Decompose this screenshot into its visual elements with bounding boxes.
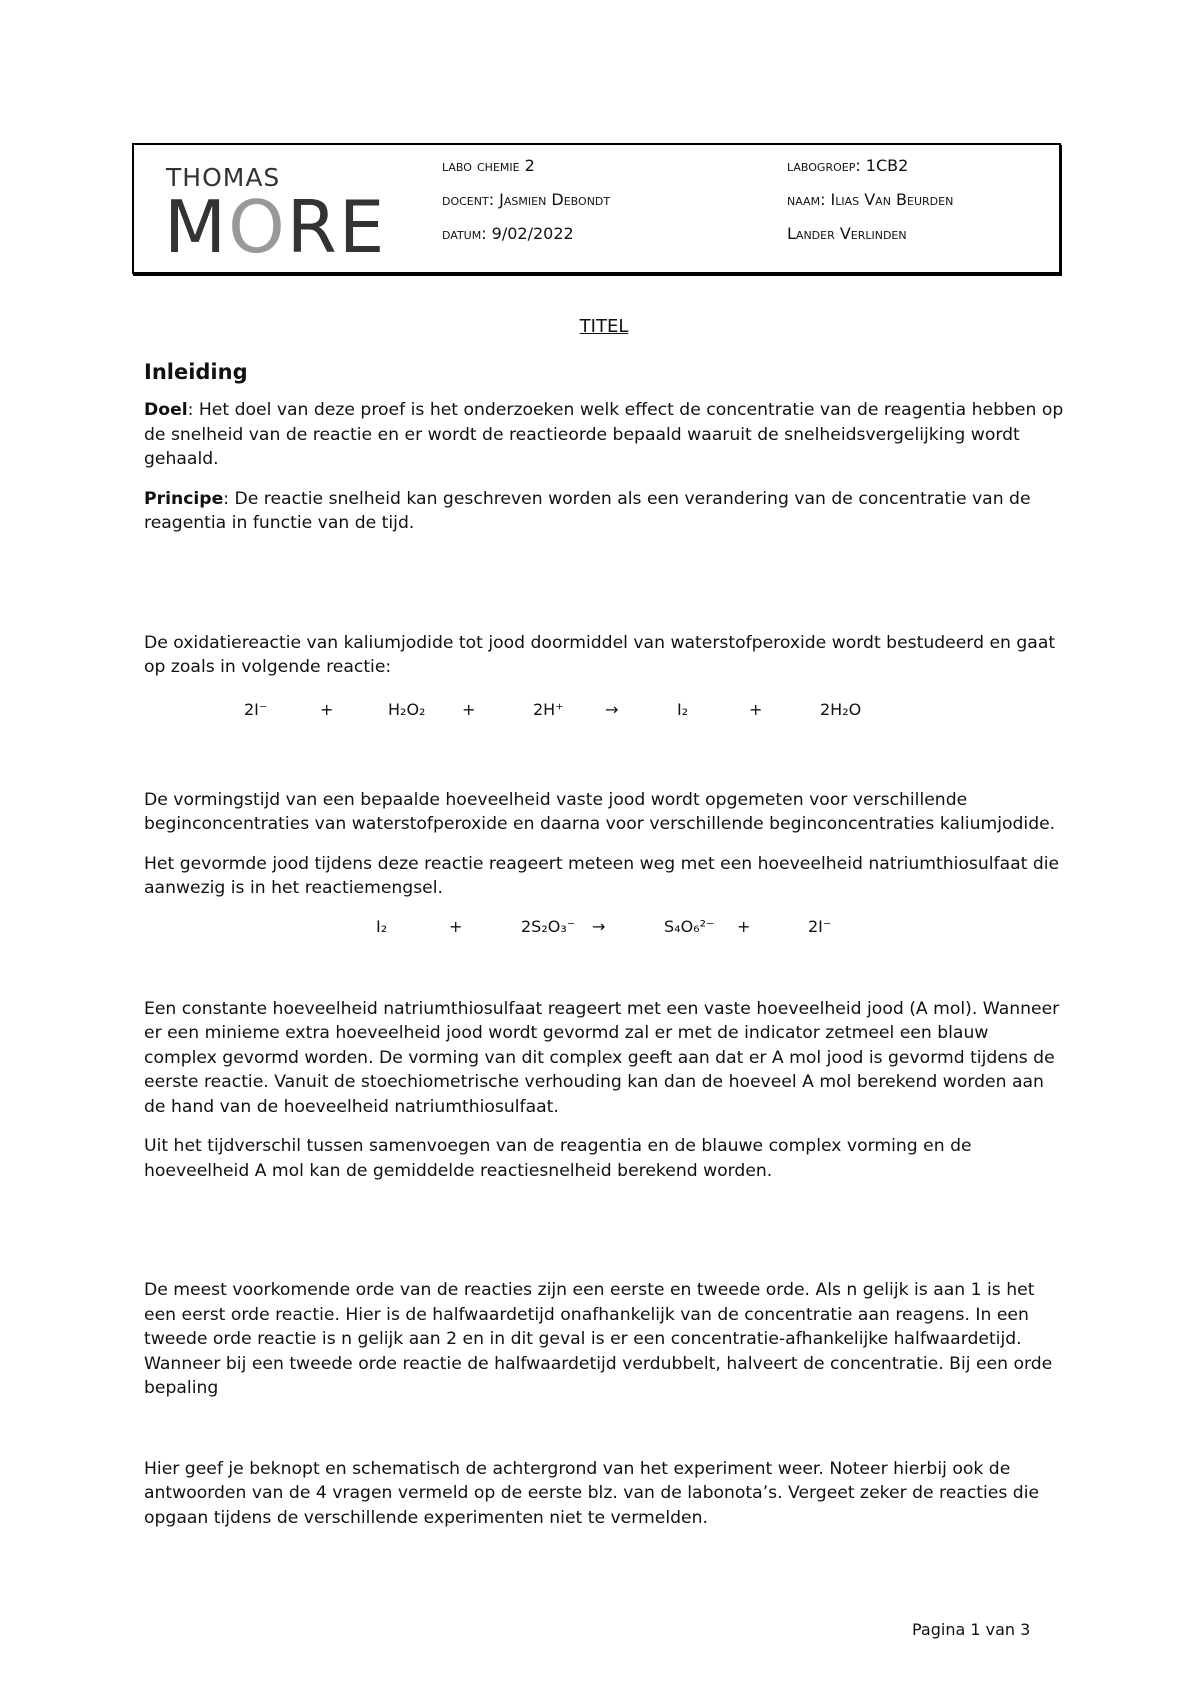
logo-text-thomas: THOMAS bbox=[166, 163, 281, 192]
principe-label: Principe bbox=[144, 488, 224, 509]
equation-1 bbox=[144, 698, 1064, 728]
logo-letter-o: O bbox=[228, 185, 287, 269]
equation-2 bbox=[144, 915, 1064, 945]
document-header bbox=[132, 143, 1061, 274]
page-number: Pagina 1 van 3 bbox=[912, 1620, 1031, 1639]
eq1-plus: + bbox=[749, 699, 763, 719]
header-col-group bbox=[787, 149, 953, 251]
eq2-term: S₄O₆²⁻ bbox=[664, 916, 715, 936]
paragraph-doel bbox=[144, 398, 1064, 472]
eq2-term: 2I⁻ bbox=[808, 916, 832, 936]
paragraph-oxidatie: De oxidatiereactie van kaliumjodide tot jood doormiddel van waterstofperoxide wordt bestudeerd en gaat op zoals in volgende reactie: bbox=[144, 632, 1056, 677]
paragraph-principe bbox=[144, 487, 1064, 536]
eq1-plus: + bbox=[462, 699, 476, 719]
eq1-term: H₂O₂ bbox=[388, 699, 426, 719]
paragraph-gevormde: Het gevormde jood tijdens deze reactie reageert meteen weg met een hoeveelheid natriumthiosulfaat die aanwezig is in het reactiemengsel. bbox=[144, 853, 1060, 898]
eq1-term: I₂ bbox=[677, 699, 689, 719]
eq2-plus: + bbox=[737, 916, 751, 936]
page-title: TITEL bbox=[579, 316, 629, 337]
eq1-arrow: → bbox=[605, 699, 619, 719]
doel-text: : Het doel van deze proef is het onderzoeken welk effect de concentratie van de reagentia hebben op de snelheid van de reactie en er wordt de reactieorde bepaald waaruit de snelheidsvergelijking wordt gehaald. bbox=[144, 400, 1064, 469]
eq2-term: 2S₂O₃⁻ bbox=[521, 916, 576, 936]
section-heading: Inleiding bbox=[144, 359, 248, 384]
course-label: labo chemie 2 bbox=[442, 156, 535, 175]
eq1-term: 2H₂O bbox=[820, 699, 862, 719]
group-label: labogroep: 1CB2 bbox=[787, 156, 909, 175]
doel-label: Doel bbox=[144, 400, 188, 420]
principe-text: : De reactie snelheid kan geschreven worden als een verandering van de concentratie van de reagentia in functie van de tijd. bbox=[144, 488, 1031, 533]
logo-letter-m: M bbox=[164, 185, 229, 269]
name-label: naam: Ilias Van Beurden bbox=[787, 190, 954, 209]
paragraph-tijdverschil: Uit het tijdverschil tussen samenvoegen van de reagentia en de blauwe complex vorming en de hoeveelheid A mol kan de gemiddelde reactiesnelheid berekend worden. bbox=[144, 1136, 972, 1181]
name-second: Lander Verlinden bbox=[787, 224, 907, 243]
document-body bbox=[144, 315, 1064, 1530]
eq2-term: I₂ bbox=[376, 916, 388, 936]
eq1-term: 2I⁻ bbox=[244, 699, 268, 719]
paragraph-orde: De meest voorkomende orde van de reacties zijn een eerste en tweede orde. Als n gelijk is aan 1 is het een eerst orde reactie. Hier is de halfwaardetijd onafhankelijk van de concentratie aan reagens. In een tweede orde reactie is n gelijk aan 2 en in dit geval is er een concentratie-afhankelijke halfwaardetijd. Wanneer bij een tweede orde reactie de halfwaardetijd verdubbelt, halveert de concentratie. Bij een orde bepaling bbox=[144, 1280, 1053, 1398]
eq1-term: 2H⁺ bbox=[533, 699, 564, 719]
logo-letters-re: RE bbox=[286, 185, 387, 269]
eq2-arrow: → bbox=[592, 916, 606, 936]
eq1-plus: + bbox=[320, 699, 334, 719]
paragraph-instructie: Hier geef je beknopt en schematisch de achtergrond van het experiment weer. Noteer hierbij ook de antwoorden van de 4 vragen vermeld op de eerste blz. van de labonota’s. Vergeet zeker de reacties die opgaan tijdens de verschillende experimenten niet te vermelden. bbox=[144, 1458, 1040, 1528]
eq2-plus: + bbox=[449, 916, 463, 936]
paragraph-constante: Een constante hoeveelheid natriumthiosulfaat reageert met een vaste hoeveelheid jood (A mol). Wanneer er een minieme extra hoeveelheid jood wordt gevormd zal er met de indicator zetmeel een blauw complex gevormd worden. De vorming van dit complex geeft aan dat er A mol jood is gevormd tijdens de eerste reactie. Vanuit de stoechiometrische verhouding kan dan de hoeveel A mol berekend worden aan de hand van de hoeveelheid natriumthiosulfaat. bbox=[144, 998, 1060, 1117]
teacher-label: docent: Jasmien Debondt bbox=[442, 190, 611, 209]
date-label: datum: 9/02/2022 bbox=[442, 224, 574, 243]
paragraph-vormingstijd: De vormingstijd van een bepaalde hoeveelheid vaste jood wordt opgemeten voor verschillende beginconcentraties van waterstofperoxide en daarna voor verschillende beginconcentraties kaliumjodide. bbox=[144, 789, 1056, 834]
logo-text-more bbox=[164, 185, 386, 269]
header-col-course bbox=[442, 149, 610, 251]
